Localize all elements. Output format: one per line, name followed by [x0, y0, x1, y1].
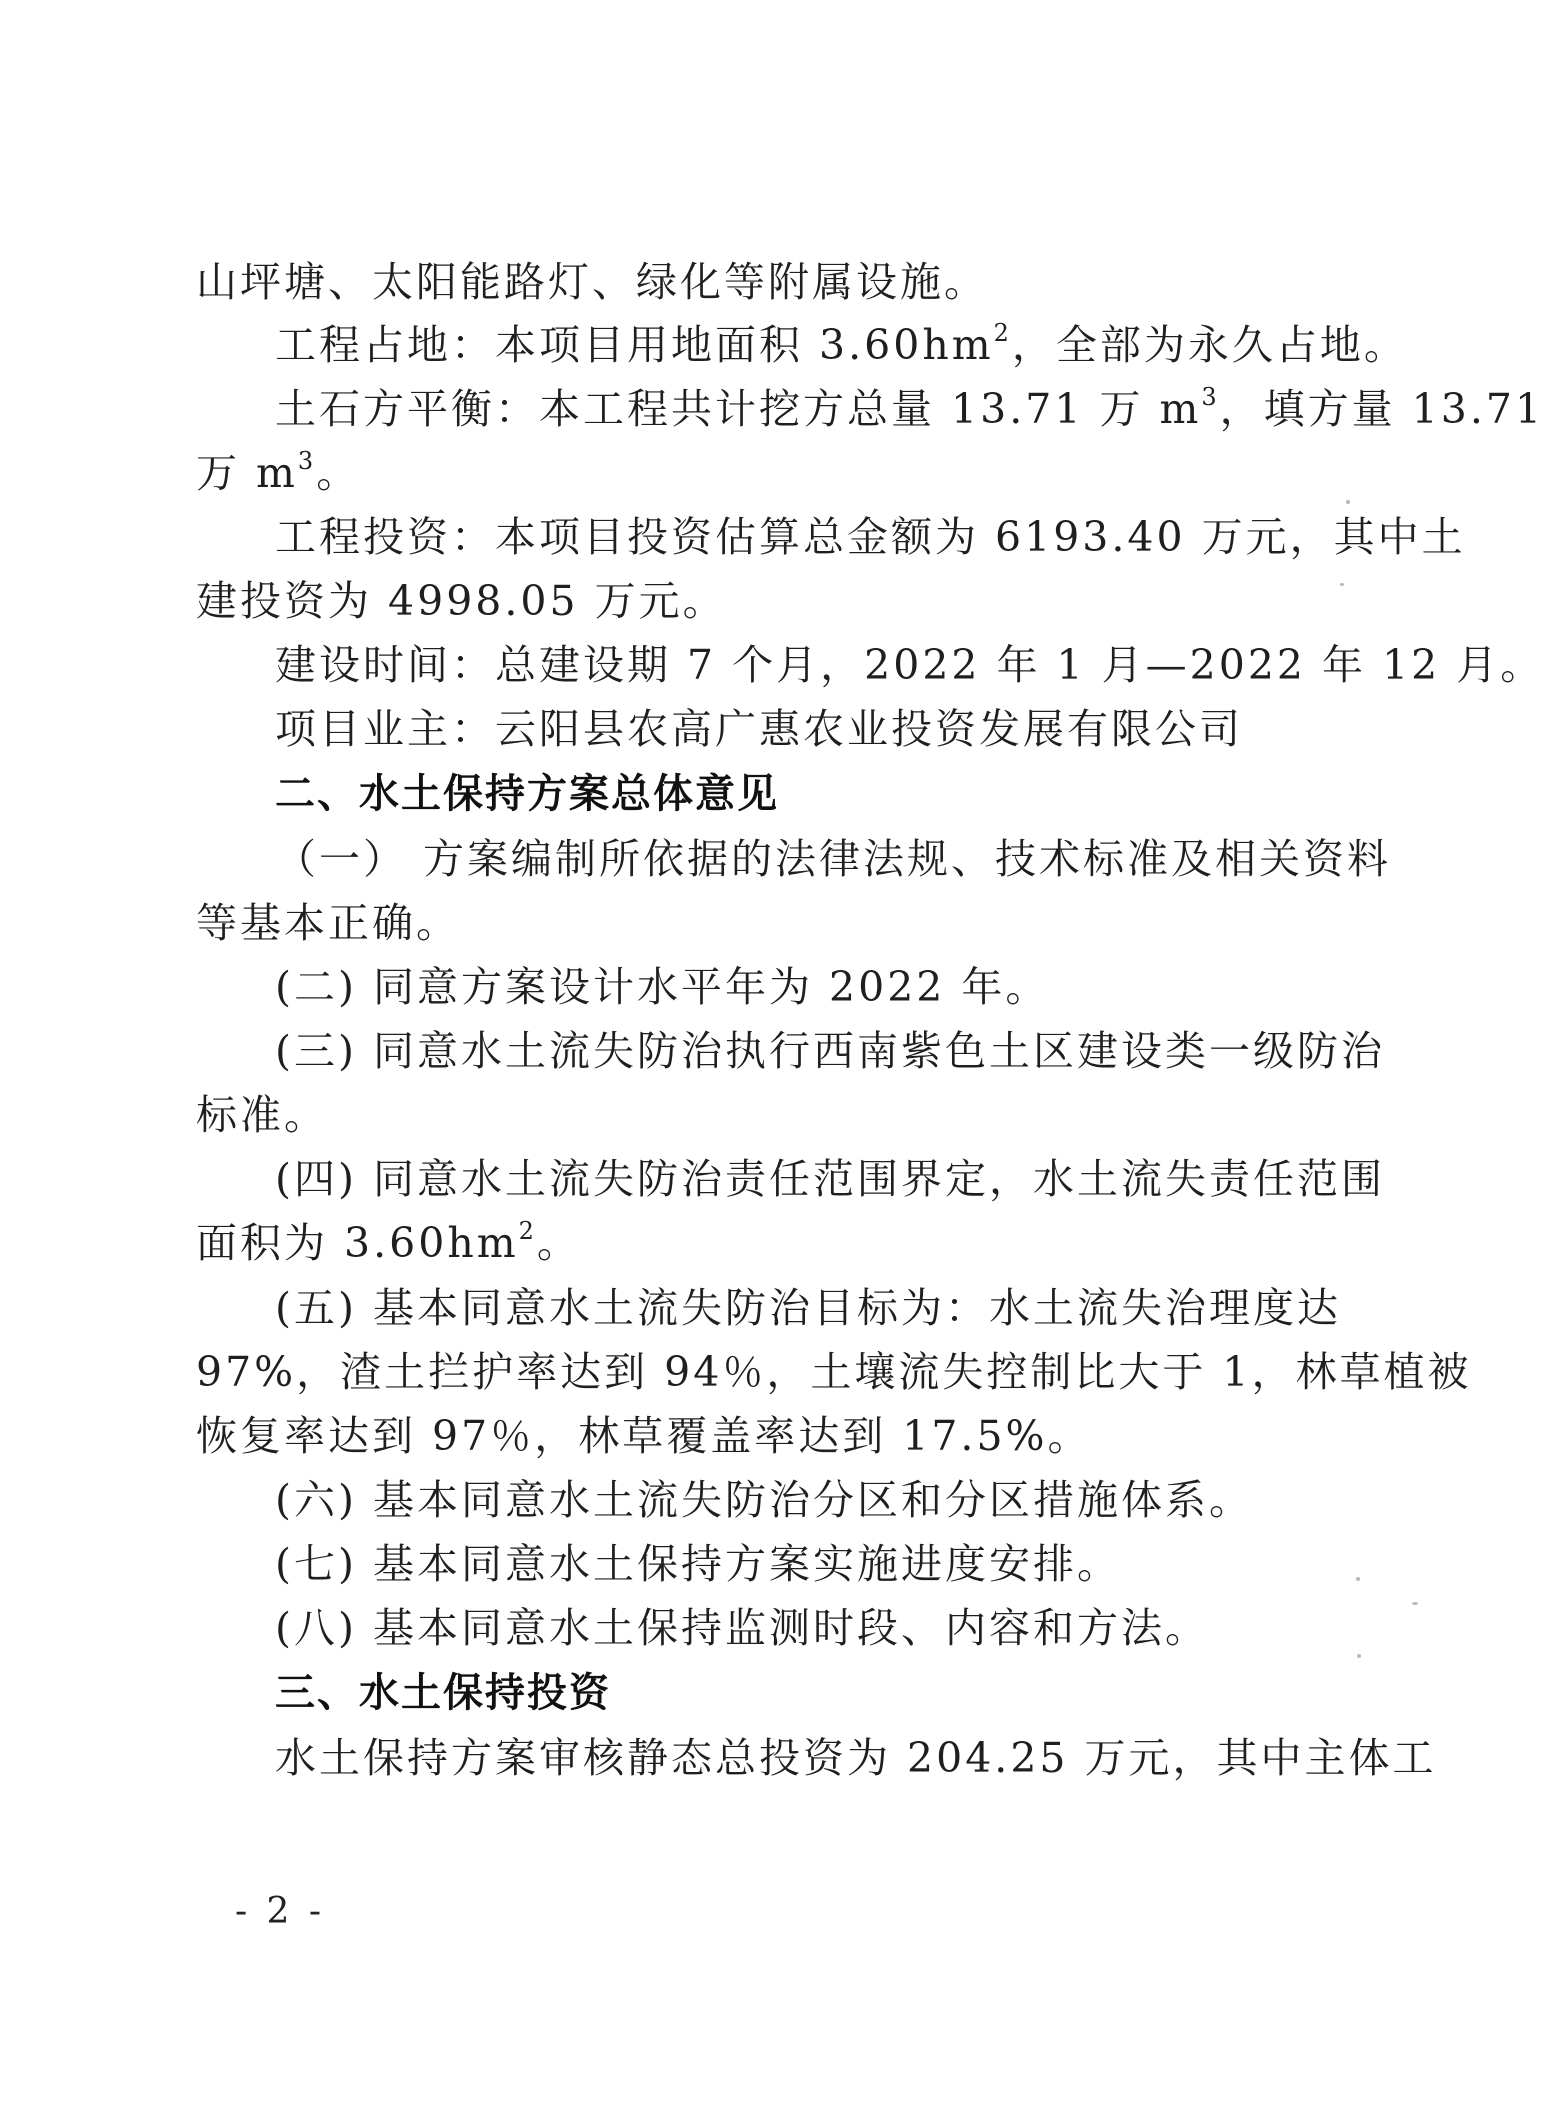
scan-speck	[1340, 583, 1344, 586]
scan-speck	[1346, 500, 1350, 504]
paragraph-line-owner: 项目业主：云阳县农高广惠农业投资发展有限公司	[275, 705, 1243, 753]
paragraph-line-item-8: (八) 基本同意水土保持监测时段、内容和方法。	[275, 1604, 1210, 1652]
superscript: 3	[297, 447, 317, 475]
scan-speck	[1357, 1654, 1361, 1658]
paragraph-line: 面积为 $3.60hm^2$。	[196, 1217, 581, 1267]
paragraph-line-item-5: (五) 基本同意水土流失防治目标为：水土流失治理度达	[275, 1284, 1342, 1332]
superscript: 3	[1201, 383, 1220, 411]
paragraph-line: 等基本正确。	[196, 899, 460, 947]
paragraph-line-item-6: (六) 基本同意水土流失防治分区和分区措施体系。	[275, 1476, 1254, 1524]
paragraph-line: 恢复率达到 97％，林草覆盖率达到 17.5%。	[196, 1412, 1092, 1460]
paragraph-line: 97%，渣土拦护率达到 94％，土壤流失控制比大于 1，林草植被	[196, 1348, 1472, 1396]
paragraph-line: 万 $m^3$。	[196, 447, 361, 497]
paragraph-line-schedule: 建设时间：总建设期 7 个月，2022 年 1 月—2022 年 12 月。	[275, 641, 1544, 689]
page-number: - 2 -	[234, 1891, 326, 1932]
paragraph-line: 山坪塘、太阳能路灯、绿化等附属设施。	[196, 258, 988, 306]
paragraph-line-item-3: (三) 同意水土流失防治执行西南紫色土区建设类一级防治	[275, 1027, 1386, 1075]
section-heading-3: 三、水土保持投资	[275, 1670, 611, 1716]
section-heading-2: 二、水土保持方案总体意见	[275, 771, 779, 817]
paragraph-line-item-2: (二) 同意方案设计水平年为 2022 年。	[275, 963, 1050, 1011]
paragraph-line-item-4: (四) 同意水土流失防治责任范围界定，水土流失责任范围	[275, 1155, 1386, 1203]
paragraph-line-investment: 工程投资：本项目投资估算总金额为 6193.40 万元，其中土	[275, 513, 1466, 561]
paragraph-line: 建投资为 4998.05 万元。	[196, 577, 727, 625]
paragraph-line-land-use: 工程占地：本项目用地面积 $3.60hm^2$，全部为永久占地。	[275, 319, 1408, 369]
paragraph-line: 标准。	[196, 1091, 328, 1139]
paragraph-line-item-7: (七) 基本同意水土保持方案实施进度安排。	[275, 1540, 1122, 1588]
scan-speck	[1356, 1577, 1360, 1581]
paragraph-line-earthwork: 土石方平衡：本工程共计挖方总量 13.71 万 $m^3$，填方量 13.71	[275, 383, 1544, 433]
paragraph-line-soil-investment: 水土保持方案审核静态总投资为 204.25 万元，其中主体工	[275, 1734, 1437, 1782]
paragraph-line-item-1: （一） 方案编制所依据的法律法规、技术标准及相关资料	[275, 835, 1392, 883]
superscript: 2	[993, 319, 1012, 347]
scan-speck	[1412, 1602, 1418, 1605]
superscript: 2	[518, 1217, 537, 1245]
